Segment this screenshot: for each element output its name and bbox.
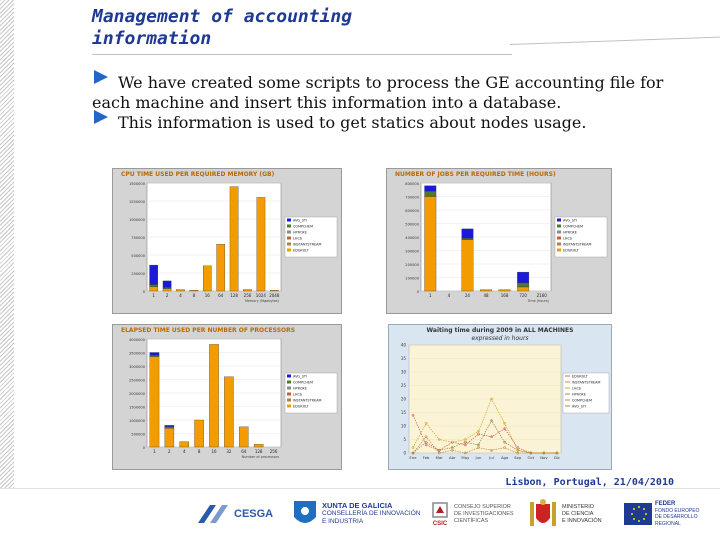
bar-edgrult [203,266,211,291]
legend-label: AVG_STI [293,374,307,379]
bar-edgrult [150,357,159,447]
decorative-stripe [0,0,14,540]
legend-swatch [287,237,291,240]
spain-coat-of-arms-icon [528,498,558,530]
xunta-line-3: E INDUSTRIA [322,518,364,525]
bar-compchem [462,238,474,239]
y-tick-label: 0 [142,446,145,450]
y-tick-label: 400000 [405,236,419,240]
legend-label: INSTANTSTREAM [563,242,592,247]
legend-label: INSTANTSTREAM [293,242,322,247]
bar-edgrult [239,427,248,447]
wait-x-tick-label: Abr [448,455,456,460]
bar-edgrult [190,290,198,291]
wait-legend-label: LHCb [572,386,581,391]
x-tick-label: 64 [218,293,224,298]
legend-label: AVG_STI [293,218,307,223]
legend-label: EDGRULT [293,404,309,409]
wait-y-tick-label: 10 [400,423,406,429]
bar-edgrult [480,290,492,291]
cesga-swoosh-icon [196,501,232,527]
wait-legend-label: INSTANTSTREAM [572,380,601,385]
bar-edgrult [209,344,218,447]
title-divider [92,54,512,55]
bar-compchem [150,285,158,287]
y-tick-label: 4000000 [128,338,145,342]
bar-avg_sti [150,265,158,284]
y-tick-label: 1500000 [128,405,145,410]
x-tick-label: 1 [152,293,155,298]
y-tick-label: 500000 [131,254,145,258]
elapsed-time-chart [112,324,342,470]
legend-swatch [557,231,561,234]
y-tick-label: 1500000 [128,182,145,186]
wait-y-tick-label: 5 [403,437,406,442]
x-tick-label: 256 [243,293,252,298]
ministerio-logo [528,497,602,531]
x-tick-label: 16 [211,449,217,454]
wait-x-tick-label: Ago [500,455,509,460]
wait-x-tick-label: Oct [527,455,535,460]
legend-label: HPROXE [293,386,307,391]
bar-edgrult [217,244,225,291]
title-line-2: information [92,28,212,49]
x-axis-label: Memory (Mgabytes) [244,299,279,303]
x-tick-label: 720 [519,293,527,298]
wait-y-tick-label: 40 [400,342,406,348]
y-tick-label: 1000000 [128,419,145,423]
wait-y-tick-label: 15 [400,410,406,415]
y-tick-label: 600000 [405,209,419,213]
csic-emblem-icon [430,501,450,521]
feder-logo [624,497,720,531]
bar-edgrult [243,290,251,291]
bar-avg_sti [163,281,171,287]
title-divider-diagonal [510,37,720,45]
wait-legend-box [563,373,609,413]
x-tick-label: 24 [464,293,470,298]
wait-x-tick-label: May [461,455,470,460]
bullet-2-line-1: This information is used to get statics about nodes usage. [118,113,587,132]
waiting-time-chart-title: Waiting time during 2009 in ALL MACHINES [426,327,574,334]
wait-x-tick-label: Ene [409,455,417,460]
bar-compchem [163,287,171,288]
x-tick-label: 1024 [255,293,266,298]
bar-compchem [150,355,159,356]
x-tick-label: 4 [179,293,182,298]
elapsed-time-chart-title: ELAPSED TIME USED PER NUMBER OF PROCESSORS [121,327,296,334]
waiting-time-chart-subtitle: expressed in hours [471,335,529,342]
legend-swatch [557,249,561,252]
legend-label: COMPCHEM [563,224,583,229]
legend-swatch [287,219,291,222]
csic-line-1: CONSEJO SUPERIOR [454,503,511,510]
y-tick-label: 2000000 [128,392,145,396]
x-tick-label: 64 [241,449,247,454]
y-tick-label: 500000 [131,432,145,437]
jobs-chart-svg [387,169,611,313]
y-tick-label: 500000 [405,222,419,227]
cpu-time-chart-svg [113,169,341,313]
bar-avg_sti [150,353,159,356]
ministerio-line-3: E INNOVACIÓN [562,517,602,524]
title-line-1: Management of accounting [92,6,353,27]
y-tick-label: 3000000 [128,365,145,369]
x-tick-label: 2048 [269,293,280,298]
bullet-arrow-icon [94,70,108,84]
legend-swatch [287,249,291,252]
feder-line-3: DE DESARROLLO REGIONAL [654,514,698,527]
x-tick-label: 8 [197,449,201,454]
csic-line-3: CIENTÍFICAS [454,517,489,524]
xunta-shield-icon [292,499,318,529]
y-tick-label: 0 [142,290,145,294]
wait-y-tick-label: 30 [400,369,406,375]
bar-edgrult [254,444,263,447]
wait-x-tick-label: Jun [475,455,482,460]
legend-swatch [287,231,291,234]
y-tick-label: 100000 [405,276,419,281]
x-tick-label: 2 [168,449,171,454]
legend-label: INSTANTSTREAM [293,398,322,403]
bar-avg_sti [165,425,174,426]
wait-y-tick-label: 20 [400,396,406,402]
cesga-logo-text: CESGA [234,508,274,520]
y-tick-label: 200000 [405,263,419,267]
x-tick-label: 1 [153,449,156,454]
x-tick-label: 32 [226,449,232,454]
wait-x-tick-label: Feb [422,455,430,460]
y-tick-label: 3500000 [128,351,145,356]
legend-swatch [287,393,291,396]
x-axis-label: Number of processors [241,455,279,459]
bar-avg_sti [517,272,529,283]
legend-swatch [557,225,561,228]
bar-edgrult [150,287,158,291]
x-tick-label: 2160 [536,293,547,298]
y-tick-label: 1250000 [128,200,145,204]
ministerio-line-2: DE CIENCIA [562,510,594,517]
x-tick-label: 168 [500,293,509,298]
x-tick-label: 256 [269,449,278,454]
wait-y-tick-label: 25 [400,383,406,388]
csic-line-2: DE INVESTIGACIONES [454,510,514,517]
bar-compchem [165,427,174,428]
eu-flag-icon [624,503,652,525]
bullet-arrow-icon [94,110,108,124]
cpu-time-chart-title: CPU TIME USED PER REQUIRED MEMORY (GB) [121,171,275,178]
legend-label: EDGRULT [293,248,309,253]
wait-x-tick-label: Jul [489,455,494,460]
bar-edgrult [499,290,511,291]
legend-label: HPROXE [563,230,577,235]
bar-edgrult [230,187,238,291]
bar-edgrult [517,287,529,291]
x-tick-label: 4 [182,449,186,454]
cesga-logo [196,497,273,531]
legend-swatch [557,243,561,246]
legend-swatch [287,399,291,402]
wait-y-tick-label: 35 [400,356,406,361]
csic-logo [430,497,514,531]
x-tick-label: 1 [429,293,432,298]
wait-y-tick-label: 0 [403,450,406,456]
bar-avg_sti [425,186,437,191]
bar-avg_sti [462,229,474,238]
legend-label: COMPCHEM [293,224,313,229]
wait-legend-label: AVG_STI [572,404,586,409]
y-tick-label: 700000 [405,195,419,200]
y-tick-label: 750000 [131,236,145,240]
feder-line-1: FEDER [654,501,676,507]
x-tick-label: 2 [165,293,169,298]
x-tick-label: 128 [254,449,263,454]
y-tick-label: 1000000 [128,218,145,222]
x-tick-label: 16 [204,293,210,298]
bar-edgrult [224,377,233,447]
bar-edgrult [176,290,184,291]
legend-swatch [287,405,291,408]
x-tick-label: 4 [447,293,451,298]
y-tick-label: 800000 [405,182,419,186]
legend-label: EDGRULT [563,248,579,253]
legend-swatch [287,225,291,228]
wait-x-tick-label: Mar [435,455,443,460]
legend-label: COMPCHEM [293,380,313,385]
bar-edgrult [270,290,278,291]
x-tick-label: 8 [192,293,196,298]
x-tick-label: 128 [230,293,238,298]
cpu-time-chart [112,168,342,314]
y-tick-label: 0 [416,290,419,294]
xunta-line-2: CONSELLERÍA DE INNOVACIÓN [322,510,421,517]
feder-line-2: FONDO EUROPEO [654,507,700,514]
location-date: Lisbon, Portugal, 21/04/2010 [505,477,674,488]
bar-edgrult [257,197,265,291]
wait-legend-label: EDGRULT [572,374,588,379]
xunta-logo [292,497,421,531]
bar-edgrult [165,428,174,447]
slide-title [92,6,352,50]
legend-swatch [287,381,291,384]
xunta-line-1: XUNTA DE GALICIA [322,501,393,510]
sponsor-logos-bar [0,488,720,541]
csic-mark: CSIC [432,521,448,527]
bar-compchem [517,283,529,287]
legend-swatch [287,387,291,390]
bullet-1-line-2: each machine and insert this information into a database. [92,93,562,112]
elapsed-time-chart-svg [113,325,341,469]
legend-label: LHCb [563,236,572,241]
bar-compchem [425,191,437,196]
y-tick-label: 300000 [405,249,419,254]
wait-x-tick-label: Nov [540,455,548,460]
x-tick-label: 48 [483,293,489,298]
bar-edgrult [462,240,474,291]
legend-label: HPROXE [293,230,307,235]
legend-swatch [557,219,561,222]
wait-x-tick-label: Sep [514,455,522,460]
wait-legend-label: COMPCHEM [572,398,592,403]
jobs-chart [386,168,612,314]
x-axis-label: Time (hours) [527,299,549,303]
bar-edgrult [194,420,203,447]
ministerio-line-1: MINISTERIO [562,503,595,510]
bar-edgrult [180,442,189,447]
jobs-chart-title: NUMBER OF JOBS PER REQUIRED TIME (HOURS) [395,171,556,178]
waiting-time-chart [388,324,612,470]
legend-label: LHCb [293,236,302,241]
bullet-1-line-1: We have created some scripts to process the GE accounting file for [118,73,664,92]
bar-edgrult [425,197,437,292]
legend-label: LHCb [293,392,302,397]
bar-edgrult [163,289,171,291]
waiting-time-chart-svg [389,325,611,469]
wait-legend-label: HPROXE [572,392,586,397]
legend-swatch [557,237,561,240]
legend-swatch [287,375,291,378]
y-tick-label: 2500000 [128,378,145,383]
legend-label: AVG_STI [563,218,577,223]
y-tick-label: 250000 [131,272,145,276]
wait-x-tick-label: Dic [553,455,561,460]
legend-swatch [287,243,291,246]
